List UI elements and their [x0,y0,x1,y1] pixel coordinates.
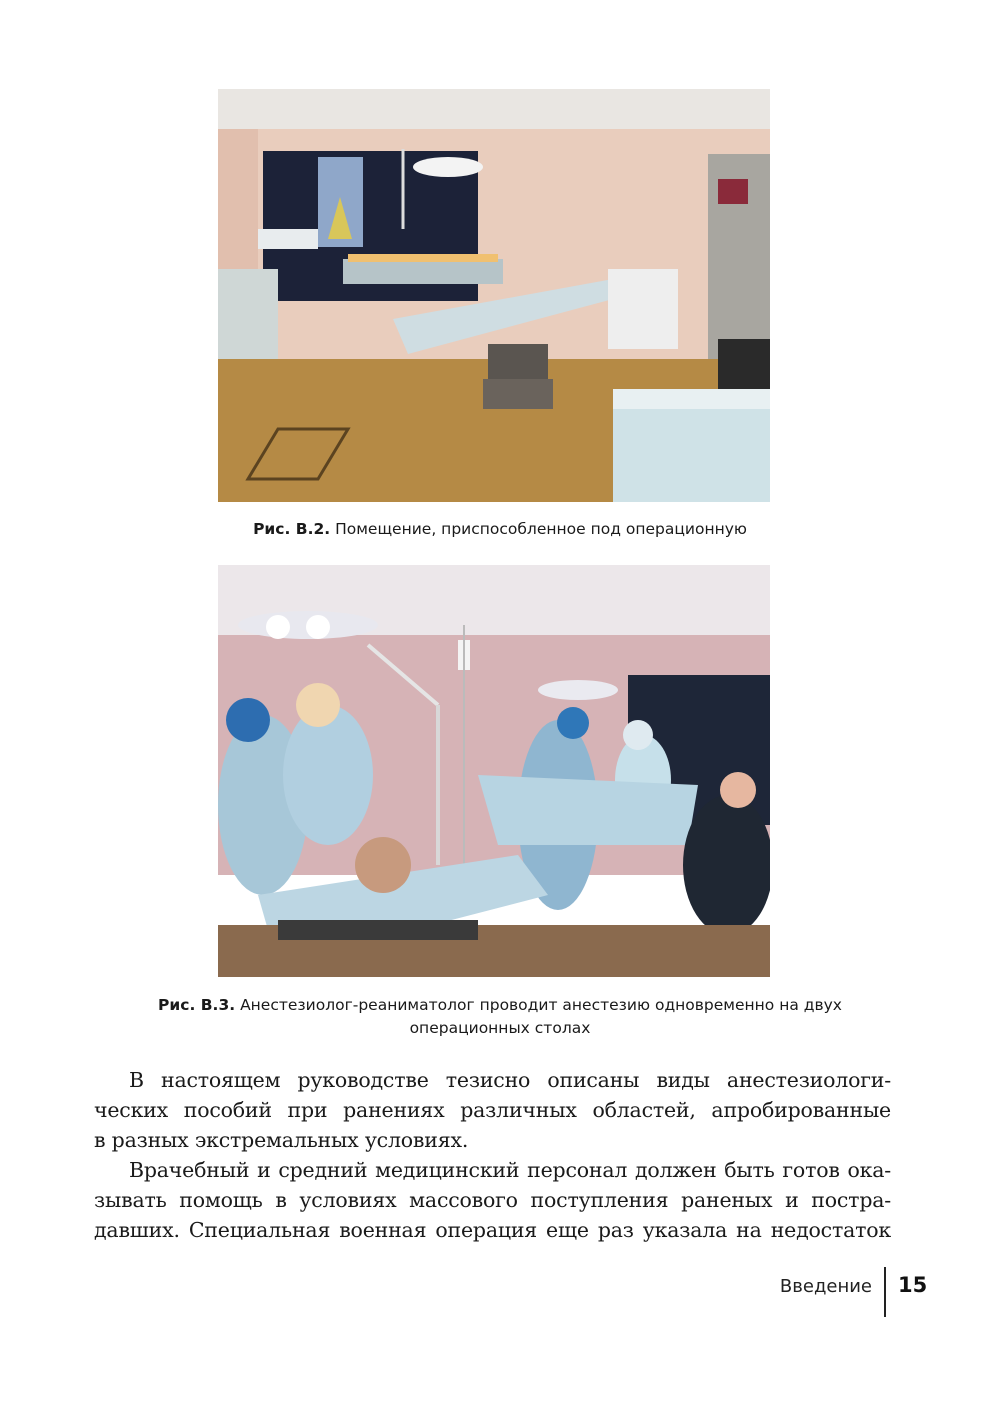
running-footer-section: Введение [779,1276,872,1297]
body-paragraph-1 [94,1065,891,1155]
figure-operating-room-photo [218,89,770,502]
figure-b3-caption-line2: операционных столах [409,1019,591,1037]
body-paragraph-2 [94,1155,891,1245]
paragraph-line: давших. Специальная военная операция еще раз указала на недостаток [94,1218,891,1242]
figure-b3-caption-line1: Анестезиолог-реаниматолог проводит анестезию одновременно на двух [240,996,842,1014]
paragraph-line: Врачебный и средний медицинский персонал должен быть готов ока- [129,1158,891,1182]
paragraph-line: В настоящем руководстве тезисно описаны виды анестезиологи- [129,1068,891,1092]
figure-b3-label: Рис. В.3. [158,996,236,1014]
footer-divider [884,1267,886,1317]
paragraph-line: ческих пособий при ранениях различных областей, апробированные [94,1098,891,1122]
figure-b2-caption [80,518,920,541]
anesthesia-image [218,565,770,977]
figure-b2-caption-text: Помещение, приспособленное под операционную [335,520,747,538]
operating-room-image [218,89,770,502]
paragraph-line: зывать помощь в условиях массового поступления раненых и постра- [94,1188,891,1212]
figure-b2-label: Рис. В.2. [253,520,331,538]
page-number: 15 [898,1273,928,1297]
figure-anesthesia-photo [218,565,770,977]
figure-b3-caption [80,994,920,1040]
paragraph-line: в разных экстремальных условиях. [94,1128,469,1152]
